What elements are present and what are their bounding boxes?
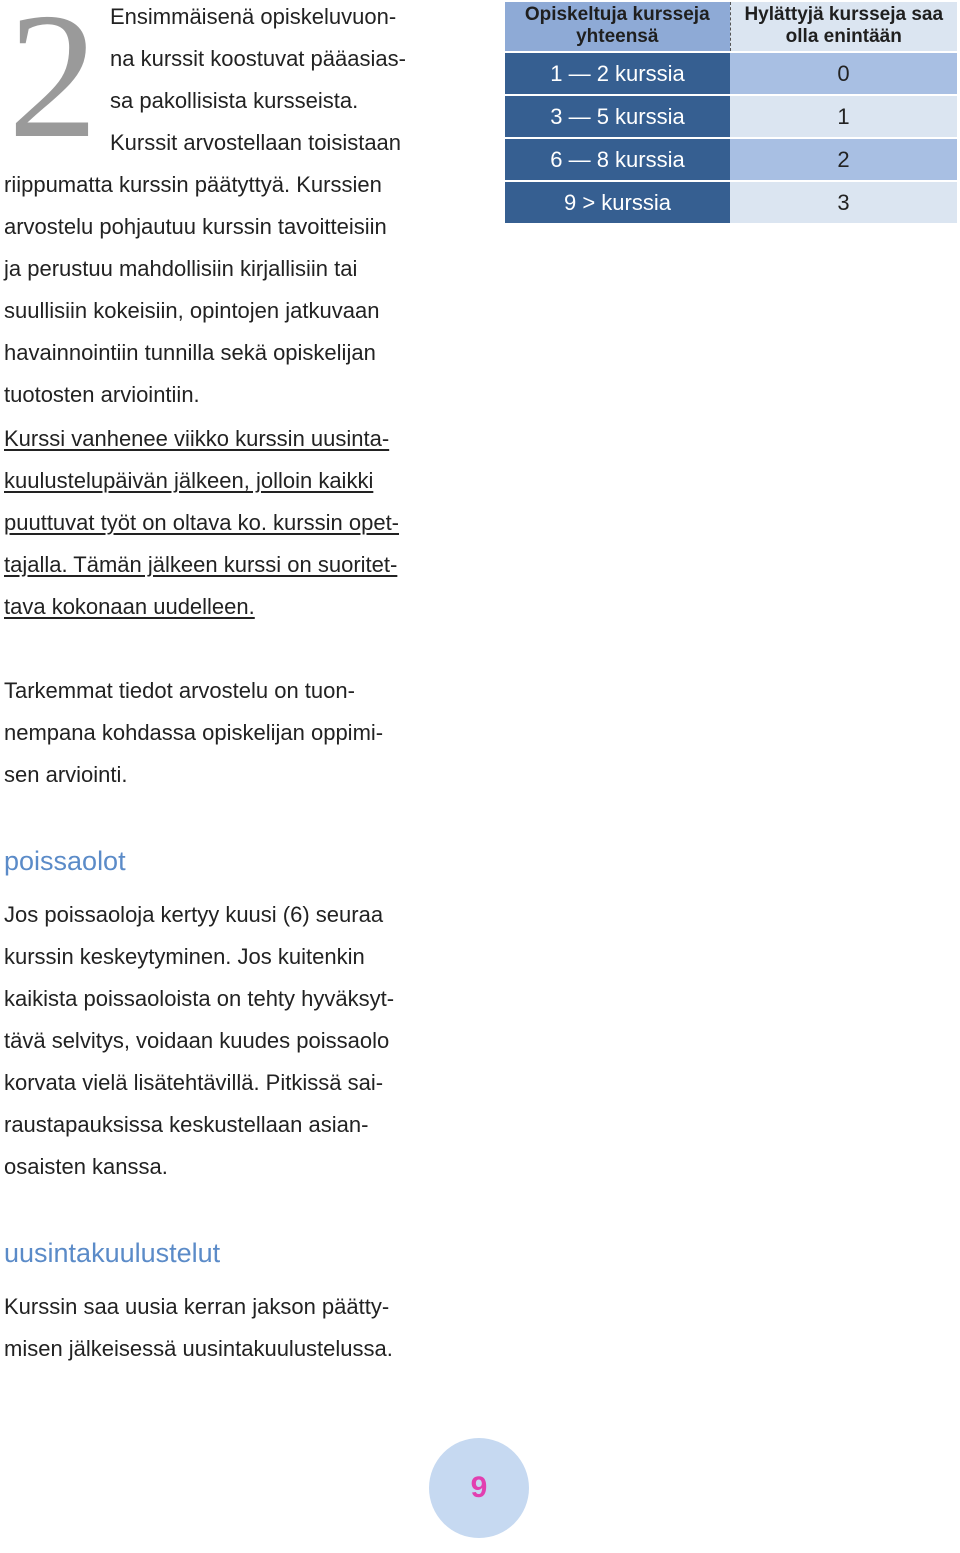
absences-line: korvata vielä lisätehtävillä. Pitkissä sai- bbox=[4, 1070, 384, 1095]
table-cell-courses: 6 — 8 kurssia bbox=[505, 138, 730, 181]
table-cell-courses: 3 — 5 kurssia bbox=[505, 95, 730, 138]
intro-line: tuotosten arviointiin. bbox=[4, 382, 200, 407]
table-cell-courses: 9 > kurssia bbox=[505, 181, 730, 223]
page-number: 9 bbox=[470, 1471, 488, 1504]
intro-line: ja perustuu mahdollisiin kirjallisiin tai bbox=[4, 256, 358, 281]
table-cell-max-failed: 3 bbox=[730, 181, 957, 223]
expiry-line: kuulustelupäivän jälkeen, jolloin kaikki bbox=[4, 468, 374, 493]
expiry-line: tava kokonaan uudelleen. bbox=[4, 594, 255, 619]
intro-line: arvostelu pohjautuu kurssin tavoitteisiin bbox=[4, 214, 387, 239]
absences-line: raustapauksissa keskustellaan asian- bbox=[4, 1112, 369, 1137]
details-line: Tarkemmat tiedot arvostelu on tuon- bbox=[4, 678, 355, 703]
page-number-badge bbox=[429, 1438, 529, 1538]
intro-line: sa pakollisista kursseista. bbox=[110, 88, 359, 113]
absences-line: kurssin keskeytyminen. Jos kuitenkin bbox=[4, 944, 365, 969]
intro-line: Kurssit arvostellaan toisistaan bbox=[110, 130, 402, 155]
column-header-total-courses: Opiskeltuja kursseja yhteensä bbox=[505, 2, 730, 52]
intro-line: havainnointiin tunnilla sekä opiskelijan bbox=[4, 340, 376, 365]
details-line: sen arviointi. bbox=[4, 762, 128, 787]
table-row bbox=[505, 52, 957, 95]
absences-line: osaisten kanssa. bbox=[4, 1154, 168, 1179]
intro-line: na kurssit koostuvat pääasias- bbox=[110, 46, 406, 71]
table-cell-courses: 1 — 2 kurssia bbox=[505, 52, 730, 95]
absences-heading: poissaolot bbox=[4, 846, 126, 876]
table-row bbox=[505, 181, 957, 223]
intro-line: suullisiin kokeisiin, opintojen jatkuvaan bbox=[4, 298, 380, 323]
details-line: nempana kohdassa opiskelijan oppimi- bbox=[4, 720, 384, 745]
table-header-row bbox=[505, 2, 957, 52]
table-row bbox=[505, 95, 957, 138]
retakes-line: Kurssin saa uusia kerran jakson päätty- bbox=[4, 1294, 390, 1319]
table-row bbox=[505, 138, 957, 181]
column-header-max-failed: Hylättyjä kursseja saa olla enintään bbox=[730, 2, 957, 52]
expiry-line: Kurssi vanhenee viikko kurssin uusinta- bbox=[4, 426, 390, 451]
table-cell-max-failed: 1 bbox=[730, 95, 957, 138]
table-cell-max-failed: 2 bbox=[730, 138, 957, 181]
retakes-line: misen jälkeisessä uusintakuulustelussa. bbox=[4, 1336, 393, 1361]
intro-line: riippumatta kurssin päätyttyä. Kurssien bbox=[4, 172, 382, 197]
table-cell-max-failed: 0 bbox=[730, 52, 957, 95]
expiry-line: tajalla. Tämän jälkeen kurssi on suoritet- bbox=[4, 552, 398, 577]
retakes-heading: uusintakuulustelut bbox=[4, 1238, 221, 1268]
absences-line: Jos poissaoloja kertyy kuusi (6) seuraa bbox=[4, 902, 384, 927]
expiry-line: puuttuvat työt on oltava ko. kurssin opet- bbox=[4, 510, 400, 535]
absences-line: tävä selvitys, voidaan kuudes poissaolo bbox=[4, 1028, 390, 1053]
absences-line: kaikista poissaoloista on tehty hyväksyt- bbox=[4, 986, 395, 1011]
drop-cap-two: 2 bbox=[8, 0, 98, 175]
intro-line: Ensimmäisenä opiskeluvuon- bbox=[110, 4, 397, 29]
grading-table bbox=[505, 2, 957, 223]
